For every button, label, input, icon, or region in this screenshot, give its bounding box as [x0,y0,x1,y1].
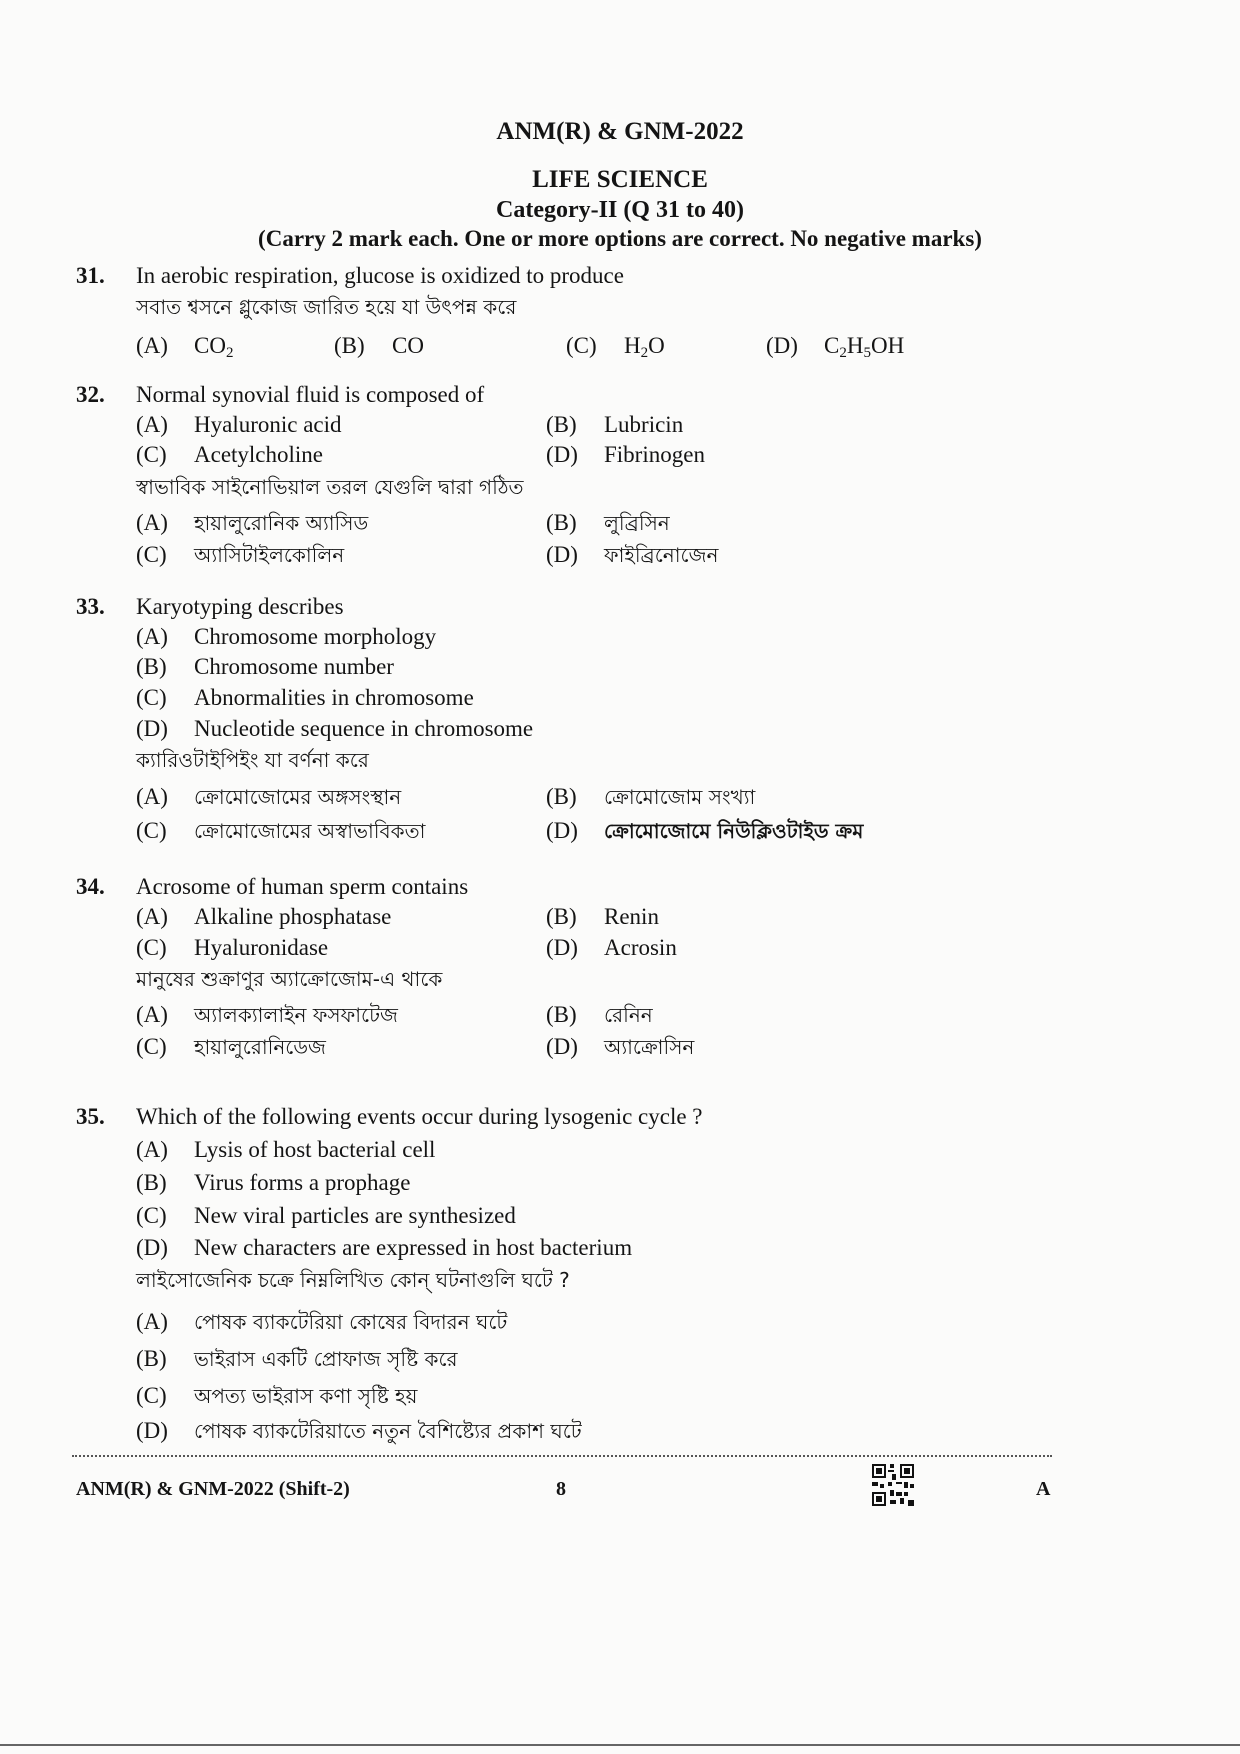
option-c: (C) $H_2O$ [566,333,665,361]
option-c-bn: (C) অ্যাসিটাইলকোলিন [136,542,345,567]
question-text-en: Karyotyping describes [136,594,344,619]
exam-title: ANM(R) & GNM-2022 [496,118,744,145]
option-b-bn: (B) ক্রোমোজোম সংখ্যা [546,784,756,809]
footer-exam-shift: ANM(R) & GNM-2022 (Shift-2) [76,1478,350,1500]
question-32 [76,380,1176,580]
option-d-en: (D) Nucleotide sequence in chromosome [136,716,534,741]
question-35 [76,1102,1176,1452]
option-d-bn: (D) ক্রোমোজোমে নিউক্লিওটাইড ক্রম [546,818,864,843]
question-text-bn: মানুষের শুক্রাণুর অ্যাক্রোজোম-এ থাকে [136,967,443,991]
question-33 [76,592,1176,852]
footer-divider [72,1455,1052,1457]
option-d-en: (D) Fibrinogen [546,442,705,467]
option-c-bn: (C) ক্রোমোজোমের অস্বাভাবিকতা [136,818,426,843]
option-b-en: (B) Lubricin [546,412,684,437]
option-d-bn: (D) ফাইব্রিনোজেন [546,542,719,567]
subject-title: LIFE SCIENCE [532,166,708,193]
question-text-en: Which of the following events occur during lysogenic cycle ? [136,1104,703,1129]
option-d-en: (D) New characters are expressed in host bacterium [136,1235,633,1260]
option-c-bn: (C) অপত্য ভাইরাস কণা সৃষ্টি হয় [136,1383,418,1408]
question-text-en: Acrosome of human sperm contains [136,874,469,899]
option-b-bn: (B) রেনিন [546,1002,653,1027]
question-text-en: Normal synovial fluid is composed of [136,382,485,407]
question-31 [76,261,1176,371]
option-c-en: (C) New viral particles are synthesized [136,1203,516,1228]
question-number: 31. [76,263,105,288]
question-text-en: In aerobic respiration, glucose is oxidized to produce [136,263,624,288]
option-a: (A) $CO_2$ [136,333,234,361]
option-b-en: (B) Chromosome number [136,654,394,679]
option-a-bn: (A) পোষক ব্যাকটেরিয়া কোষের বিদারন ঘটে [136,1309,508,1334]
option-a-en: (A) Lysis of host bacterial cell [136,1137,436,1162]
option-b-bn: (B) ভাইরাস একটি প্রোফাজ সৃষ্টি করে [136,1346,458,1371]
question-number: 33. [76,594,105,619]
option-a-bn: (A) অ্যালক্যালাইন ফসফাটেজ [136,1002,398,1027]
qr-code-icon [870,1462,916,1508]
option-d: (D) $C_2H_5OH$ [766,333,905,361]
option-c-bn: (C) হায়ালুরোনিডেজ [136,1034,326,1059]
question-text-bn: স্বাভাবিক সাইনোভিয়াল তরল যেগুলি দ্বারা গঠিত [136,475,524,499]
option-b-bn: (B) লুব্রিসিন [546,510,670,535]
question-34 [76,872,1176,1072]
option-b-en: (B) Virus forms a prophage [136,1170,411,1195]
category-title: Category-II (Q 31 to 40) [496,197,744,223]
option-d-bn: (D) অ্যাক্রোসিন [546,1034,695,1059]
option-a-en: (A) Alkaline phosphatase [136,904,392,929]
question-number: 32. [76,382,105,407]
instructions: (Carry 2 mark each. One or more options are correct. No negative marks) [258,226,982,251]
option-a-en: (A) Hyaluronic acid [136,412,342,437]
question-text-bn: ক্যারিওটাইপিইং যা বর্ণনা করে [136,748,369,772]
question-number: 34. [76,874,105,899]
question-text-bn: সবাত শ্বসনে গ্লুকোজ জারিত হয়ে যা উৎপন্ন করে [136,295,517,319]
question-text-bn: লাইসোজেনিক চক্রে নিম্নলিখিত কোন্ ঘটনাগুলি ঘটে ? [136,1268,570,1292]
option-c-en: (C) Abnormalities in chromosome [136,685,474,710]
option-a-bn: (A) হায়ালুরোনিক অ্যাসিড [136,510,369,535]
option-c-en: (C) Hyaluronidase [136,935,329,960]
question-number: 35. [76,1104,105,1129]
option-c-en: (C) Acetylcholine [136,442,324,467]
page-number: 8 [556,1478,566,1500]
question-set: A [1036,1478,1051,1500]
option-d-bn: (D) পোষক ব্যাকটেরিয়াতে নতুন বৈশিষ্ট্যের প্রকাশ ঘটে [136,1418,582,1443]
option-a-bn: (A) ক্রোমোজোমের অঙ্গসংস্থান [136,784,402,809]
option-b-en: (B) Renin [546,904,659,929]
option-d-en: (D) Acrosin [546,935,677,960]
option-a-en: (A) Chromosome morphology [136,624,437,649]
option-b: (B) CO [334,333,424,358]
bottom-border [0,1744,1240,1746]
